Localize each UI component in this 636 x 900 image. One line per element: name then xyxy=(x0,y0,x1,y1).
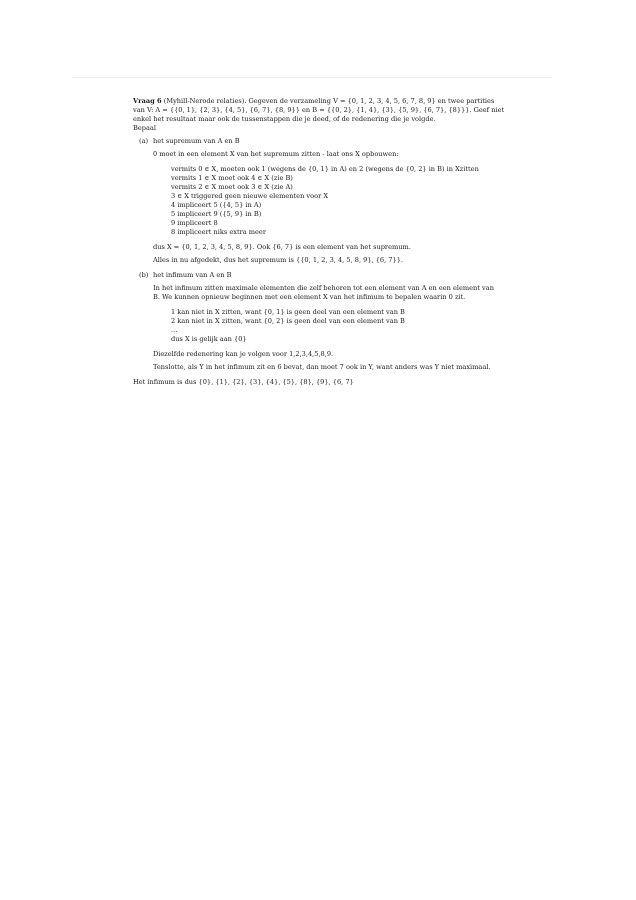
part-a-step: vermits 1 ∈ X moet ook 4 ∈ X (zie B) xyxy=(171,174,293,182)
part-a-step: 5 impliceert 9 ({5, 9} in B) xyxy=(171,210,262,218)
part-b-lead-2: B. We kunnen opnieuw beginnen met een element X van het infimum te bepalen waarin 0 zit. xyxy=(153,293,466,301)
part-a-conclusion-2: Alles in nu afgedekt, dus het supremum is {{0, 1, 2, 3, 4, 5, 8, 9}, {6, 7}}. xyxy=(153,256,403,264)
page-top-rule xyxy=(72,77,552,78)
intro-line-2: van V: A = {{0, 1}, {2, 3}, {4, 5}, {6, 7}, {8, 9}} en B = {{0, 2}, {1, 4}, {3}, {5, 9}, {6, 7}, {8}}}. Geef niet xyxy=(133,106,505,114)
part-a-lead: 0 moet in een element X van het supremum zitten - laat ons X opbouwen: xyxy=(153,150,399,158)
part-b-note-1: Diezelfde redenering kan je volgen voor 1,2,3,4,5,8,9. xyxy=(153,350,334,358)
part-a-step: 9 impliceert 8 xyxy=(171,219,218,227)
part-b-note-2: Tenslotte, als Y in het infimum zit en 6 bevat, dan moet 7 ook in Y, want anders was Y niet maximaal. xyxy=(153,363,491,371)
final-answer: Het infimum is dus {0}, {1}, {2}, {3}, {4}, {5}, {8}, {9}, {6, 7} xyxy=(133,378,354,386)
intro-line-3: enkel het resultaat maar ook de tussenstappen die je deed, of de redenering die je volgde. xyxy=(133,115,436,123)
part-b-steps xyxy=(171,308,513,344)
part-b-step: 2 kan niet in X zitten, want {0, 2} is geen deel van een element van B xyxy=(171,317,405,325)
part-b-title: het infimum van A en B xyxy=(153,271,232,279)
question-heading: Vraag 6 xyxy=(133,97,162,105)
part-a-label: (a) xyxy=(139,137,149,145)
part-a-conclusion-1: dus X = {0, 1, 2, 3, 4, 5, 8, 9}. Ook {6, 7} is een element van het supremum. xyxy=(153,243,411,251)
part-a-step: 8 impliceert niks extra meer xyxy=(171,228,266,236)
intro-line-1: (Myhill-Nerode relaties). Gegeven de verzameling V = {0, 1, 2, 3, 4, 5, 6, 7, 8, 9} en twee partities xyxy=(163,97,495,105)
part-b-step: ... xyxy=(171,326,178,334)
part-a-step: 3 ∈ X triggered geen nieuwe elementen voor X xyxy=(171,192,329,200)
exam-page xyxy=(133,97,513,387)
bepaal-label: Bepaal xyxy=(133,124,156,132)
part-a-steps xyxy=(171,165,513,237)
part-a-title: het supremum van A en B xyxy=(153,137,240,145)
question-header xyxy=(133,97,513,133)
part-b-label: (b) xyxy=(139,271,149,279)
part-a-step: vermits 0 ∈ X, moeten ook 1 (wegens de {0, 1} in A) en 2 (wegens de {0, 2} in B) in Xzitten xyxy=(171,165,479,173)
part-b-step: dus X is gelijk aan {0} xyxy=(171,335,247,343)
part-b-step: 1 kan niet in X zitten, want {0, 1} is geen deel van een element van B xyxy=(171,308,405,316)
part-b xyxy=(133,271,513,280)
part-a-step: vermits 2 ∈ X moet ook 3 ∈ X (zie A) xyxy=(171,183,293,191)
part-a xyxy=(133,137,513,146)
part-a-step: 4 impliceert 5 ({4, 5} in A) xyxy=(171,201,262,209)
part-b-lead-1: In het infimum zitten maximale elementen die zelf behoren tot een element van A en een element van xyxy=(153,284,494,292)
